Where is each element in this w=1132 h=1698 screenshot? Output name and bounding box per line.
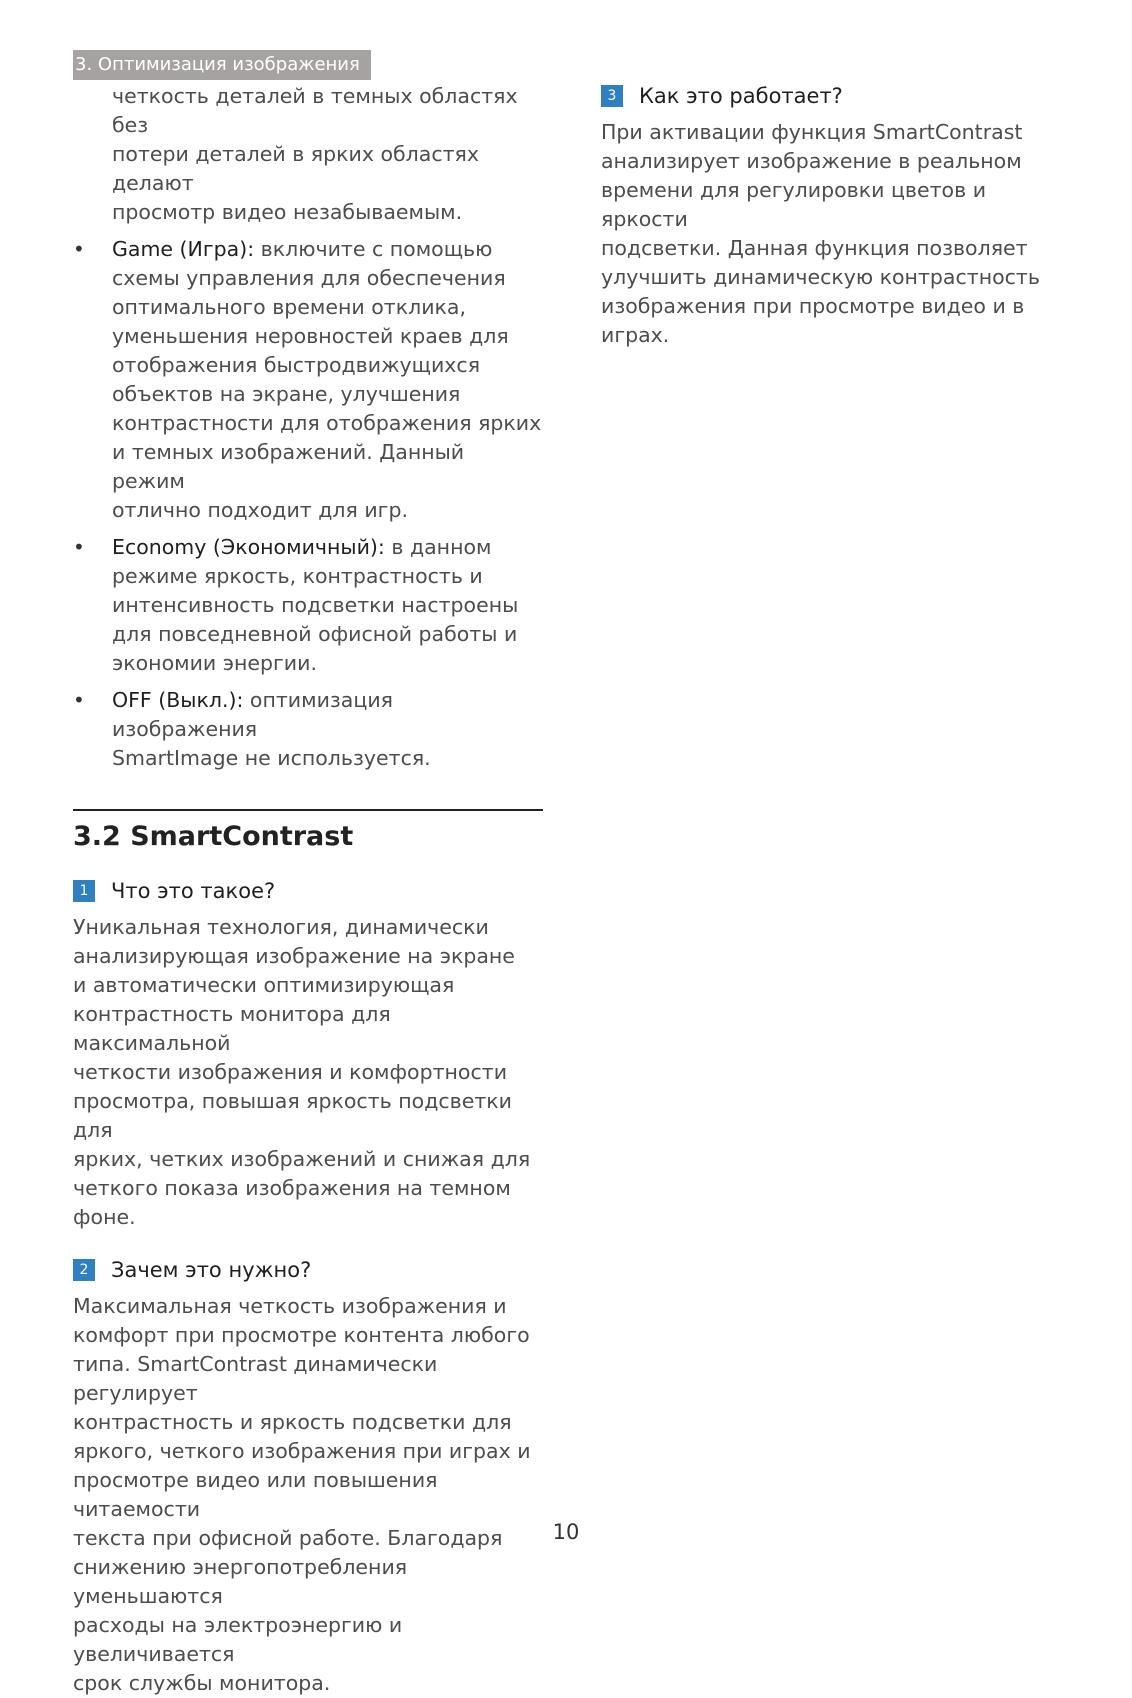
text-line: четкости изображения и комфортности — [73, 1060, 508, 1084]
text-line: ярких, четких изображений и снижая для — [73, 1147, 531, 1171]
text-line: интенсивность подсветки настроены — [112, 593, 519, 617]
subheading-title: Что это такое? — [111, 879, 276, 903]
text-line: оптимального времени отклика, — [112, 295, 466, 319]
text-line: контрастность и яркость подсветки для — [73, 1410, 512, 1434]
text-line: четкость деталей в темных областях без — [112, 84, 518, 137]
text-line: расходы на электроэнергию и увеличивается — [73, 1613, 403, 1666]
bullet-dot: • — [73, 535, 85, 559]
text-line: типа. SmartContrast динамически регулирует — [73, 1352, 438, 1405]
text-line: просмотре видео или повышения читаемости — [73, 1468, 438, 1521]
number-badge: 1 — [73, 880, 95, 902]
text-line: в данном — [384, 535, 492, 559]
text-line: экономии энергии. — [112, 651, 317, 675]
text-line: Уникальная технология, динамически — [73, 915, 489, 939]
subheading-title: Зачем это нужно? — [111, 1258, 312, 1282]
text-line: схемы управления для обеспечения — [112, 266, 506, 290]
text-line: анализирует изображение в реальном — [601, 149, 1022, 173]
left-column — [73, 82, 543, 1698]
section-header-tab — [73, 50, 371, 80]
text-line: уменьшения неровностей краев для — [112, 324, 509, 348]
subheading-why-needed — [73, 1256, 543, 1284]
body-paragraph — [73, 1292, 543, 1698]
bullet-term: Economy (Экономичный): — [112, 535, 385, 559]
number-badge: 3 — [601, 85, 623, 107]
subheading-what-is-it — [73, 877, 543, 905]
subheading-how-it-works — [601, 82, 1071, 110]
bullet-off — [73, 686, 543, 773]
bullet-dot: • — [73, 237, 85, 261]
bullet-economy — [73, 533, 543, 678]
text-line: объектов на экране, улучшения — [112, 382, 461, 406]
text-line: комфорт при просмотре контента любого — [73, 1323, 530, 1347]
text-line: и автоматически оптимизирующая — [73, 973, 455, 997]
page-number: 10 — [552, 1520, 580, 1544]
text-line: просмотр видео незабываемым. — [112, 200, 463, 224]
text-line: изображения при просмотре видео и в играх. — [601, 294, 1025, 347]
text-line: контрастности для отображения ярких — [112, 411, 542, 435]
text-line: оптимизация изображения — [112, 688, 393, 741]
bullet-dot: • — [73, 688, 85, 712]
section-divider — [73, 809, 543, 811]
text-line: срок службы монитора. — [73, 1671, 331, 1695]
number-badge: 2 — [73, 1259, 95, 1281]
text-line: контрастность монитора для максимальной — [73, 1002, 391, 1055]
continued-paragraph — [73, 82, 543, 227]
text-line: включите с помощью — [254, 237, 493, 261]
bullet-game — [73, 235, 543, 525]
section-title: 3.2 SmartContrast — [73, 821, 354, 852]
text-line: анализирующая изображение на экране — [73, 944, 515, 968]
text-line: При активации функция SmartContrast — [601, 120, 1023, 144]
text-line: отлично подходит для игр. — [112, 498, 408, 522]
text-line: Максимальная четкость изображения и — [73, 1294, 507, 1318]
text-line: потери деталей в ярких областях делают — [112, 142, 480, 195]
section-header-label: 3. Оптимизация изображения — [75, 54, 360, 75]
text-line: для повседневной офисной работы и — [112, 622, 518, 646]
text-line: яркого, четкого изображения при играх и — [73, 1439, 531, 1463]
bullet-term: Game (Игра): — [112, 237, 255, 261]
text-line: SmartImage не используется. — [112, 746, 431, 770]
bullet-term: OFF (Выкл.): — [112, 688, 244, 712]
text-line: подсветки. Данная функция позволяет — [601, 236, 1028, 260]
text-line: режиме яркость, контрастность и — [112, 564, 483, 588]
text-line: отображения быстродвижущихся — [112, 353, 481, 377]
text-line: текста при офисной работе. Благодаря — [73, 1526, 503, 1550]
text-line: времени для регулировки цветов и яркости — [601, 178, 987, 231]
text-line: и темных изображений. Данный режим — [112, 440, 465, 493]
text-line: просмотра, повышая яркость подсветки для — [73, 1089, 512, 1142]
text-line: снижению энергопотребления уменьшаются — [73, 1555, 408, 1608]
right-column — [601, 82, 1071, 350]
body-paragraph — [73, 913, 543, 1232]
text-line: улучшить динамическую контрастность — [601, 265, 1040, 289]
body-paragraph — [601, 118, 1071, 350]
text-line: четкого показа изображения на темном фоне. — [73, 1176, 511, 1229]
subheading-title: Как это работает? — [639, 84, 843, 108]
